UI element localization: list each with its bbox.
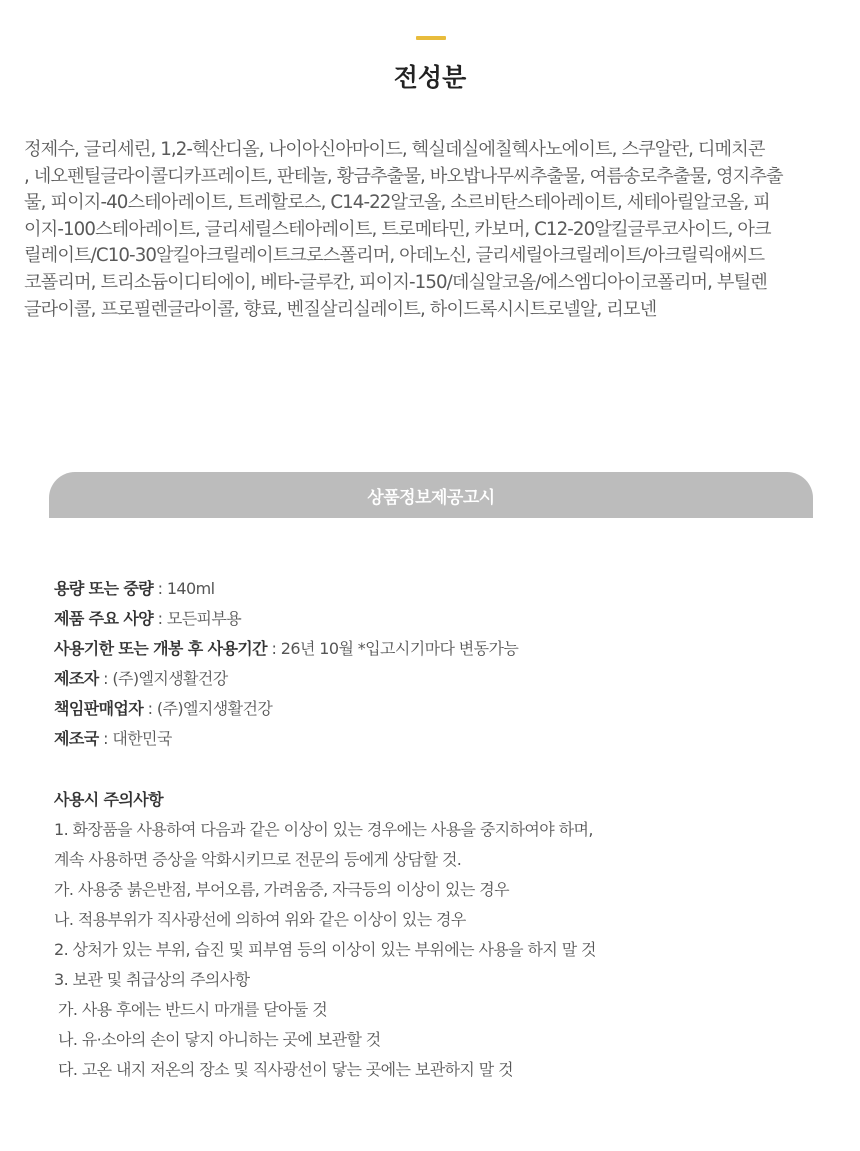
ingredients-line: 물, 피이지-40스테아레이트, 트레할로스, C14-22알코올, 소르비탄스테아레이트, 세테아릴알코올, 피 <box>24 192 770 214</box>
info-value: 140ml <box>166 579 215 598</box>
caution-line: 가. 사용 후에는 반드시 마개를 닫아둘 것 <box>58 1000 328 1019</box>
caution-line: 3. 보관 및 취급상의 주의사항 <box>54 970 250 989</box>
usage-caution-section <box>54 785 596 1085</box>
ingredients-line: 코폴리머, 트리소듐이디티에이, 베타-글루칸, 피이지-150/데실알코올/에스엠디아이코폴리머, 부틸렌 <box>24 271 767 293</box>
info-separator: : <box>98 729 113 748</box>
info-label: 제조자 <box>54 669 99 688</box>
caution-line: 나. 적용부위가 직사광선에 의하여 위와 같은 이상이 있는 경우 <box>54 910 466 929</box>
ingredients-line: 릴레이트/C10-30알킬아크릴레이트크로스폴리머, 아데노신, 글리세릴아크릴레이트/아크릴릭애씨드 <box>24 245 765 267</box>
ingredients-line: 정제수, 글리세린, 1,2-헥산디올, 나이아신아마이드, 헥실데실에칠헥사노에이트, 스쿠알란, 디메치콘 <box>24 139 765 160</box>
info-row-spec <box>54 604 518 634</box>
ingredients-line: , 네오펜틸글라이콜디카프레이트, 판테놀, 황금추출물, 바오밥나무씨추출물, 여름송로추출물, 영지추출 <box>24 165 783 187</box>
caution-line: 다. 고온 내지 저온의 장소 및 직사광선이 닿는 곳에는 보관하지 말 것 <box>58 1060 513 1079</box>
info-row-country <box>54 724 518 754</box>
info-row-manufacturer <box>54 664 518 694</box>
caution-line: 1. 화장품을 사용하여 다음과 같은 이상이 있는 경우에는 사용을 중지하여야 하며, <box>54 820 593 839</box>
caution-line: 계속 사용하면 증상을 악화시키므로 전문의 등에게 상담할 것. <box>54 850 462 869</box>
info-separator: : <box>153 609 167 628</box>
info-label: 용량 또는 중량 <box>54 579 154 598</box>
info-row-capacity <box>54 574 518 604</box>
info-separator: : <box>267 639 281 658</box>
info-value: 모든피부용 <box>166 609 242 628</box>
info-value: (주)엘지생활건강 <box>112 669 228 688</box>
caution-title: 사용시 주의사항 <box>54 790 163 809</box>
product-notice-title: 상품정보제공고시 <box>367 487 495 508</box>
caution-line: 2. 상처가 있는 부위, 습진 및 피부염 등의 이상이 있는 부위에는 사용을 하지 말 것 <box>54 940 596 959</box>
ingredients-list <box>24 137 844 323</box>
info-label: 제품 주요 사양 <box>54 609 154 628</box>
info-row-seller <box>54 694 518 724</box>
info-separator: : <box>143 699 157 718</box>
ingredients-line: 글라이콜, 프로필렌글라이콜, 향료, 벤질살리실레이트, 하이드록시시트로넬알, 리모넨 <box>24 298 657 320</box>
info-separator: : <box>153 579 167 598</box>
info-value: (주)엘지생활건강 <box>156 699 273 718</box>
caution-line: 나. 유·소아의 손이 닿지 아니하는 곳에 보관할 것 <box>58 1030 381 1049</box>
info-row-expiry <box>54 634 518 664</box>
info-separator: : <box>98 669 113 688</box>
info-label: 책임판매업자 <box>54 699 144 718</box>
title-accent-bar <box>416 36 446 40</box>
info-label: 사용기한 또는 개봉 후 사용기간 <box>54 639 268 658</box>
ingredients-line: 이지-100스테아레이트, 글리세릴스테아레이트, 트로메타민, 카보머, C12-20알킬글루코사이드, 아크 <box>24 218 771 240</box>
info-value: 26년 10월 *입고시기마다 변동가능 <box>280 639 519 658</box>
caution-line: 가. 사용중 붉은반점, 부어오름, 가려움증, 자극등의 이상이 있는 경우 <box>54 880 509 899</box>
product-notice-banner <box>49 472 813 518</box>
info-label: 제조국 <box>54 729 99 748</box>
product-info-list <box>54 574 518 754</box>
info-value: 대한민국 <box>112 729 172 748</box>
ingredients-title: 전성분 <box>393 63 467 92</box>
